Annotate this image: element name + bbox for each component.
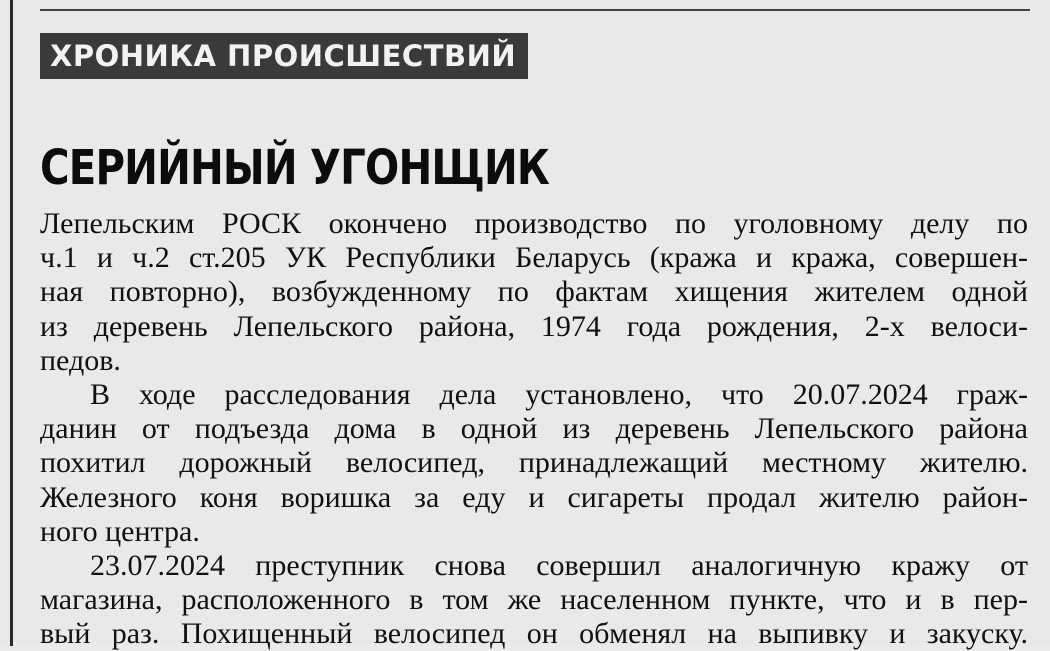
paragraph-2 [40,378,1028,549]
article-body [40,207,1028,651]
text-line: Железного коня воришка за еду и сигареты продал жителю район- [40,480,1028,514]
top-divider [40,9,1030,11]
text-line: ного центра. [40,514,200,548]
paragraph-3 [40,549,1028,651]
text-line: магазина, расположенного в том же населенном пункте, что и в пер- [40,583,1028,617]
text-line: В ходе расследования дела установлено, что 20.07.2024 граж- [90,377,1028,411]
text-line: из деревень Лепельского района, 1974 года рождения, 2-х велоси- [40,309,1028,343]
text-line: похитил дорожный велосипед, принадлежащий местному жителю. [40,446,1028,480]
text-line: ч.1 и ч.2 ст.205 УК Республики Беларусь (кража и кража, совершен- [40,241,1028,275]
text-line: 23.07.2024 преступник снова совершил аналогичную кражу от [90,548,1028,582]
text-line: вый раз. Похищенный велосипед он обменял на выпивку и закуску. [40,617,1028,651]
text-line: педов. [40,343,121,377]
text-line: ная повторно), возбужденному по фактам хищения жителем одной [40,275,1028,309]
article-headline: СЕРИЙНЫЙ УГОНЩИК [40,140,549,196]
column-divider [10,0,13,646]
text-line: данин от подъезда дома в одной из деревень Лепельского района [40,412,1028,446]
paragraph-1 [40,207,1028,378]
text-line: Лепельским РОСК окончено производство по уголовному делу по [40,207,1028,240]
section-rubric: ХРОНИКА ПРОИСШЕСТВИЙ [40,33,528,79]
